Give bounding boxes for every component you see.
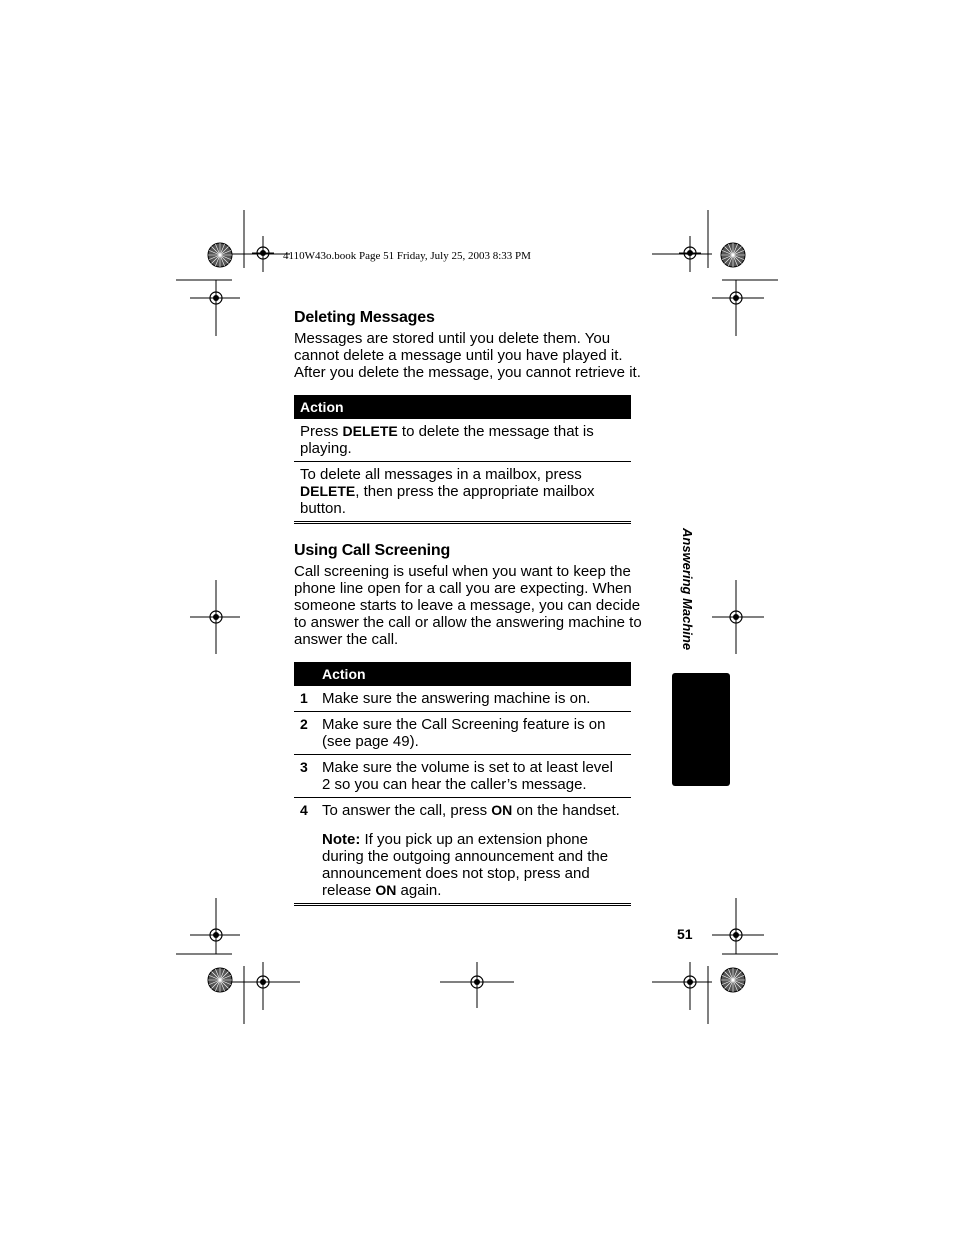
step-number: 2 xyxy=(294,712,316,755)
step-number: 4 xyxy=(294,798,316,905)
page-number: 51 xyxy=(677,926,693,942)
deleting-intro: Messages are stored until you delete them. You cannot delete a message until you have played it. After you delete the message, you cannot retrieve it. xyxy=(294,330,641,381)
action-table-header: Action xyxy=(316,662,631,686)
section-title-call-screening: Using Call Screening xyxy=(294,542,451,559)
table-row xyxy=(294,712,631,755)
table-row: Press DELETE to delete the message that is playing. xyxy=(294,419,631,462)
side-tab-label: Answering Machine xyxy=(680,528,695,651)
table-row: To delete all messages in a mailbox, press DELETE, then press the appropriate mailbox button. xyxy=(294,462,631,523)
side-thumb-tab xyxy=(672,673,730,786)
note: Note: If you pick up an extension phone during the outgoing announcement and the announcement does not stop, press and release ON again. xyxy=(322,831,609,899)
delete-key: DELETE xyxy=(300,483,356,499)
section-title-deleting-messages: Deleting Messages xyxy=(294,309,435,326)
note-label: Note: xyxy=(322,831,361,848)
table-row xyxy=(294,798,631,905)
on-key: ON xyxy=(375,882,397,898)
delete-key: DELETE xyxy=(342,423,398,439)
step-text: Make sure the volume is set to at least level 2 so you can hear the caller’s message. xyxy=(316,755,631,798)
on-key: ON xyxy=(491,802,513,818)
call-screening-intro: Call screening is useful when you want to keep the phone line open for a call you are expecting. When someone starts to leave a message, you can decide to answer the call or allow the answering machine to answer the call. xyxy=(294,563,642,648)
table-row xyxy=(294,755,631,798)
table-row xyxy=(294,686,631,712)
call-screening-action-table xyxy=(294,662,631,906)
step-text: Make sure the Call Screening feature is on (see page 49). xyxy=(316,712,631,755)
action-table-header: Action xyxy=(294,395,631,419)
page-content xyxy=(294,309,654,906)
print-slug: 4110W43o.book Page 51 Friday, July 25, 2003 8:33 PM xyxy=(283,250,531,262)
step-text: Make sure the answering machine is on. xyxy=(316,686,631,712)
step-number: 3 xyxy=(294,755,316,798)
step-number: 1 xyxy=(294,686,316,712)
deleting-action-table xyxy=(294,395,631,524)
step-text: To answer the call, press ON on the handset. Note: If you pick up an extension phone during the outgoing announcement and the announcement does not stop, press and release ON again. xyxy=(316,798,631,905)
